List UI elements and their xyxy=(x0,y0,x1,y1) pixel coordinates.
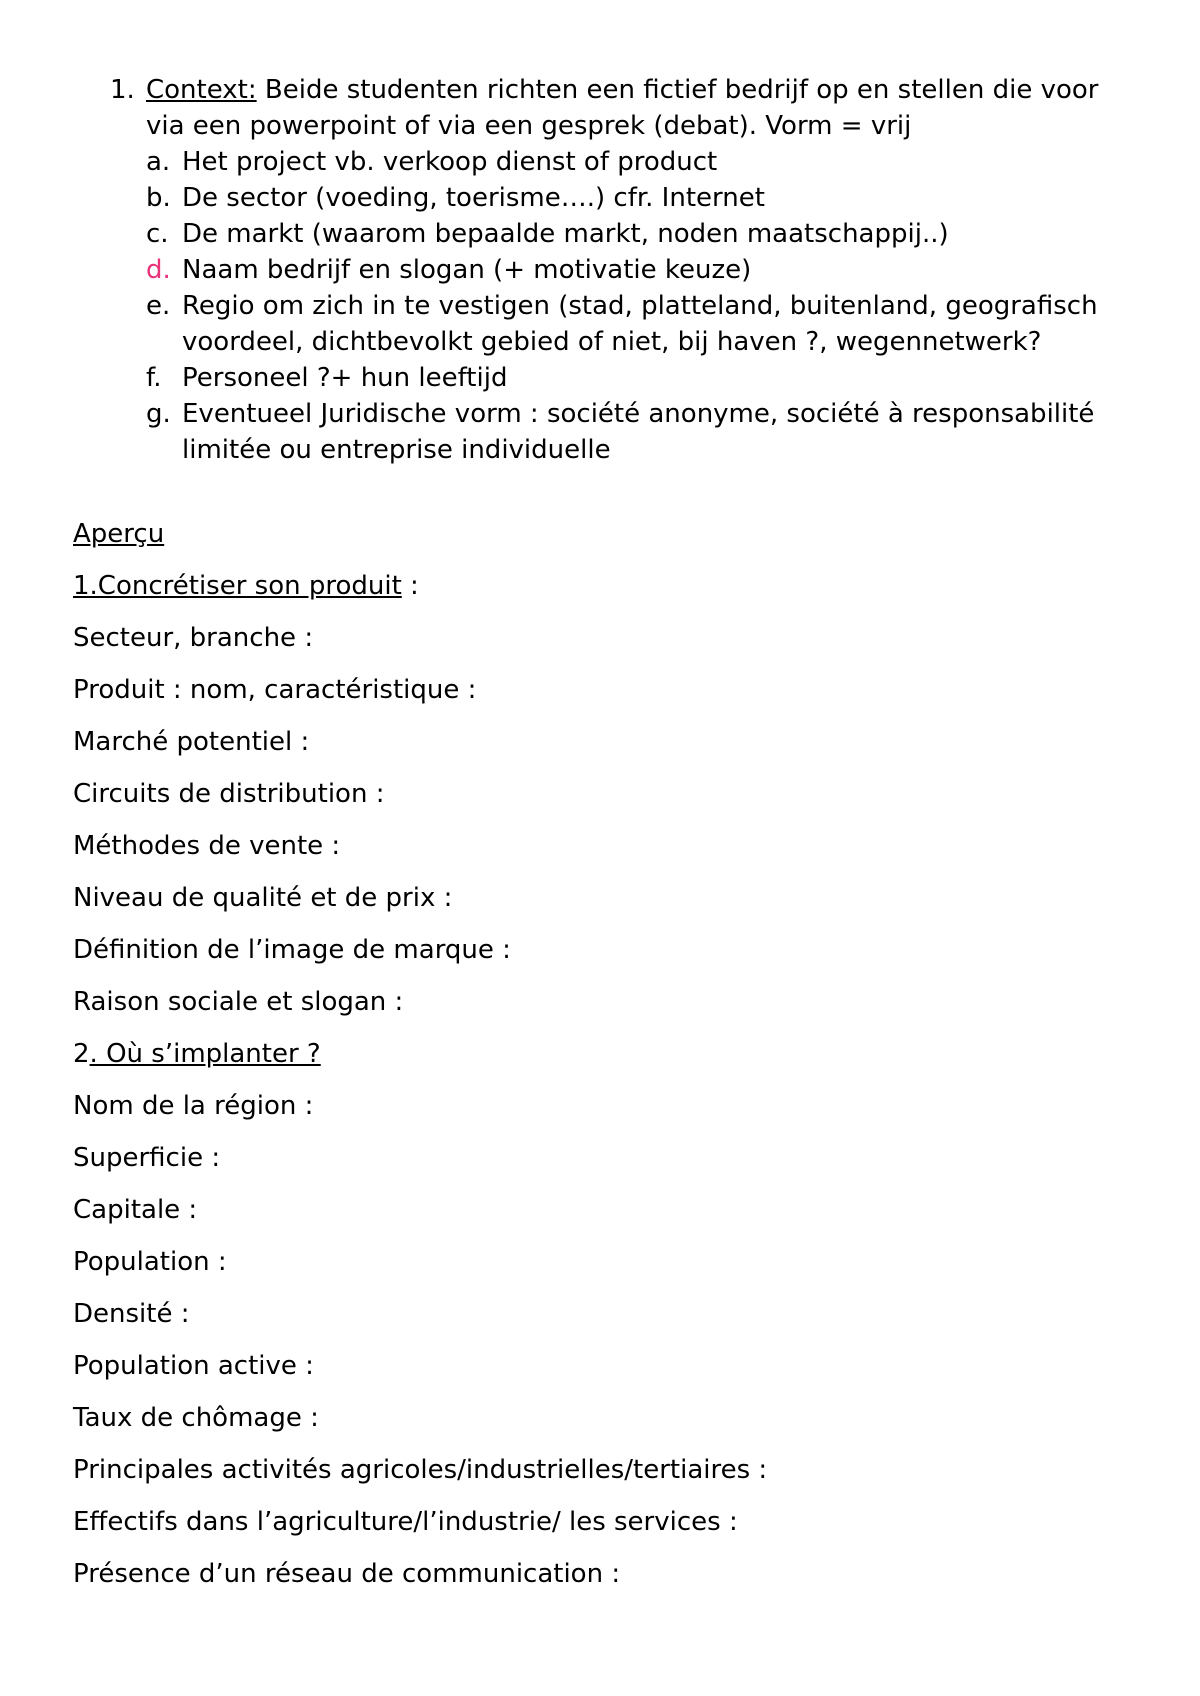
section2-heading xyxy=(73,1036,1153,1088)
section1-colon: : xyxy=(401,571,419,601)
list-marker: f. xyxy=(146,363,162,393)
form-field-label: Effectifs dans l’agriculture/l’industrie/ les services : xyxy=(73,1507,738,1537)
list-item-text: Naam bedrijf en slogan (+ motivatie keuze) xyxy=(182,255,752,285)
list-item xyxy=(146,180,1130,216)
list-item xyxy=(146,360,1130,396)
list-marker-highlighted: d. xyxy=(146,255,171,285)
form-field-label: Nom de la région : xyxy=(73,1091,314,1121)
form-field-label: Raison sociale et slogan : xyxy=(73,987,404,1017)
context-text: Beide studenten richten een fictief bedrijf op en stellen die voor via een powerpoint of via een gesprek (debat). Vorm = vrij xyxy=(146,75,1099,141)
list-item xyxy=(146,252,1130,288)
form-field-label: Taux de chômage : xyxy=(73,1403,319,1433)
list-marker: b. xyxy=(146,183,171,213)
form-field-label: Produit : nom, caractéristique : xyxy=(73,675,477,705)
form-field-label: Définition de l’image de marque : xyxy=(73,935,511,965)
form-field-label: Population active : xyxy=(73,1351,314,1381)
form-field-label: Circuits de distribution : xyxy=(73,779,385,809)
section1-title: 1.Concrétiser son produit xyxy=(73,571,402,601)
list-item-text: De sector (voeding, toerisme….) cfr. Internet xyxy=(182,183,765,213)
list-item-text: Regio om zich in te vestigen (stad, platteland, buitenland, geografisch voordeel, dichtbevolkt gebied of niet, bij haven ?, wegennetwerk? xyxy=(182,291,1098,357)
context-sublist xyxy=(146,144,1130,468)
form-field-label: Méthodes de vente : xyxy=(73,831,341,861)
form-field-label: Présence d’un réseau de communication : xyxy=(73,1559,621,1589)
form-field-label: Population : xyxy=(73,1247,227,1277)
list-item-text: Het project vb. verkoop dienst of product xyxy=(182,147,718,177)
form-field-label: Capitale : xyxy=(73,1195,198,1225)
apercu-heading xyxy=(73,516,1153,568)
list-item xyxy=(146,216,1130,252)
context-paragraph xyxy=(110,72,1130,144)
section1-heading xyxy=(73,568,1153,620)
list-marker: e. xyxy=(146,291,171,321)
context-section xyxy=(110,72,1130,468)
list-number: 1. xyxy=(110,75,135,105)
form-section xyxy=(73,516,1153,1608)
context-label: Context: xyxy=(146,75,257,105)
list-item xyxy=(146,144,1130,180)
list-marker: g. xyxy=(146,399,171,429)
list-item-text: De markt (waarom bepaalde markt, noden maatschappij..) xyxy=(182,219,949,249)
list-marker: a. xyxy=(146,147,171,177)
form-field-label: Principales activités agricoles/industrielles/tertiaires : xyxy=(73,1455,768,1485)
list-item-text: Personeel ?+ hun leeftijd xyxy=(182,363,508,393)
list-item xyxy=(146,396,1130,468)
section2-number: 2 xyxy=(73,1039,90,1069)
form-field-label: Secteur, branche : xyxy=(73,623,314,653)
form-field-label: Densité : xyxy=(73,1299,190,1329)
list-item-text: Eventueel Juridische vorm : société anonyme, société à responsabilité limitée ou entreprise individuelle xyxy=(182,399,1095,465)
form-field-label: Niveau de qualité et de prix : xyxy=(73,883,453,913)
form-field-label: Marché potentiel : xyxy=(73,727,310,757)
list-item xyxy=(146,288,1130,360)
form-field-label: Superficie : xyxy=(73,1143,221,1173)
list-marker: c. xyxy=(146,219,169,249)
apercu-title: Aperçu xyxy=(73,519,165,549)
section2-title: . Où s’implanter ? xyxy=(89,1039,321,1069)
